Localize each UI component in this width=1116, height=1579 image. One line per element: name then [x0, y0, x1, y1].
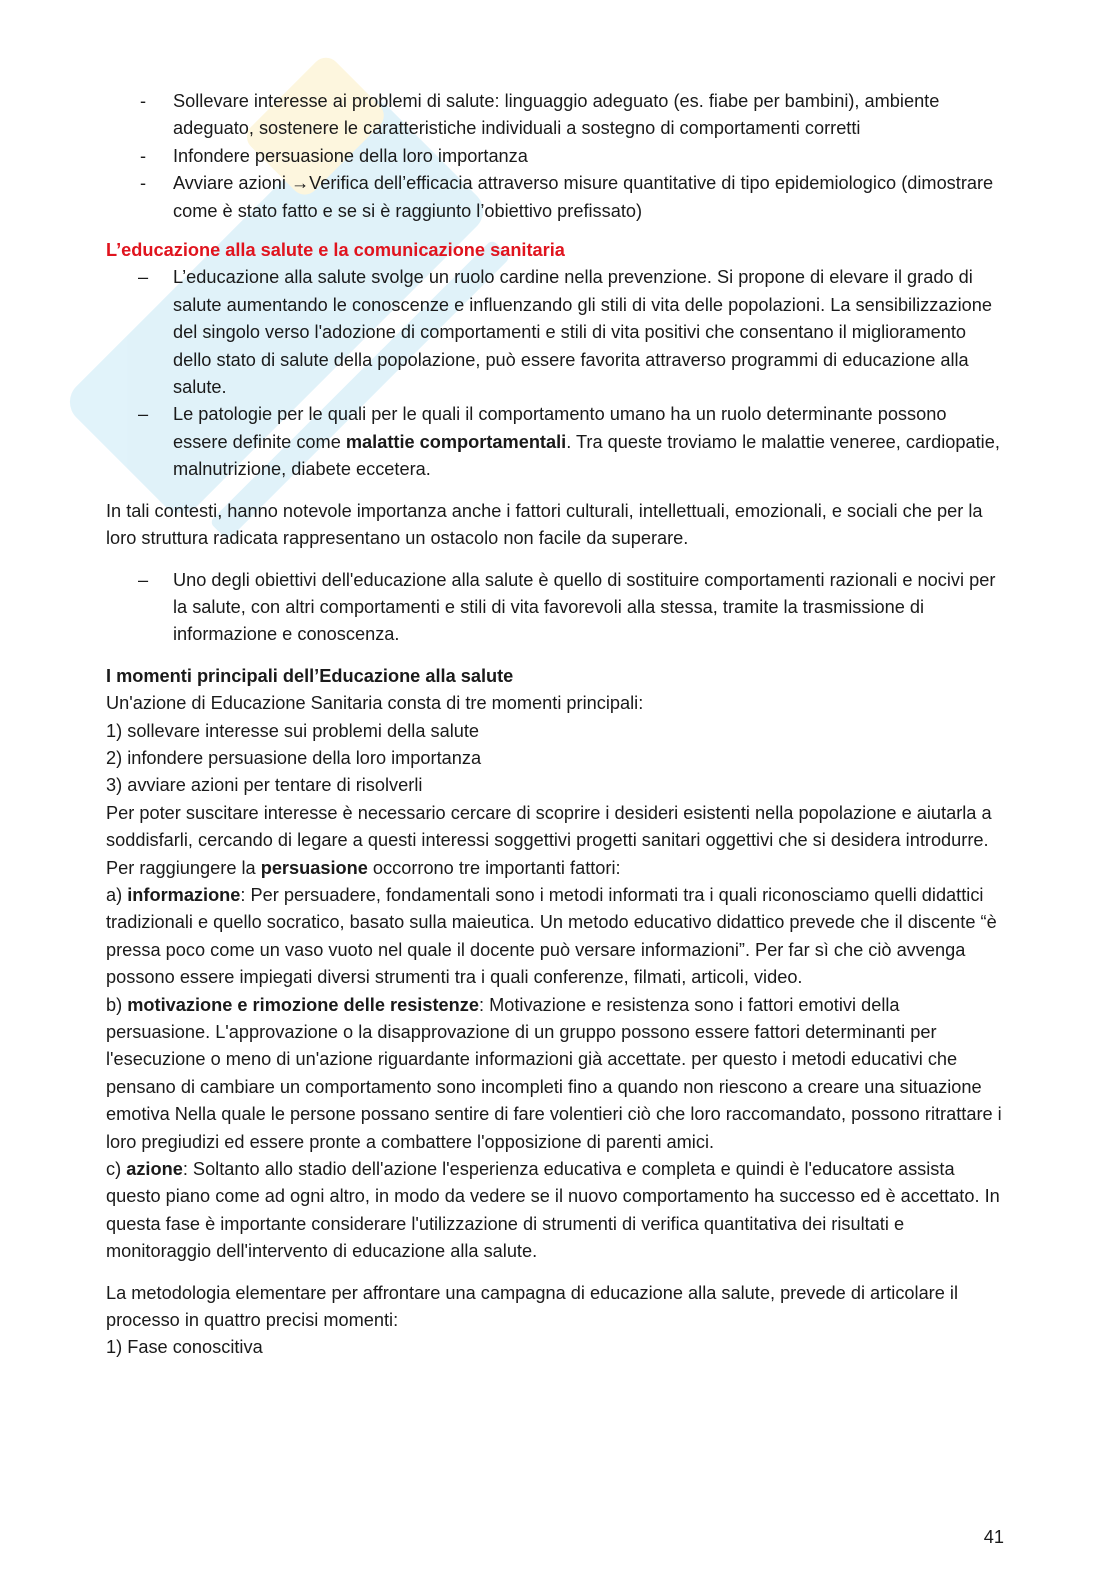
list-item — [106, 170, 1006, 225]
factor-label: c) — [106, 1159, 127, 1180]
bold-term-persuasione: persuasione — [260, 857, 368, 878]
bullet-endash: – — [138, 569, 149, 590]
list-item — [106, 88, 1006, 143]
list-item-text: Infondere persuasione della loro importanza — [173, 145, 528, 166]
paragraph-methodology: La metodologia elementare per affrontare una campagna di educazione alla salute, prevede di articolare il processo in quattro precisi momenti: — [106, 1282, 958, 1331]
list-item — [106, 143, 1006, 170]
section-heading-communication: L’educazione alla salute e la comunicazione sanitaria — [106, 240, 565, 261]
bullet-hyphen: - — [140, 145, 147, 166]
list-item — [106, 401, 1006, 483]
list-item-text-after: . Tra queste troviamo le malattie veneree, cardiopatie, malnutrizione, diabete eccetera. — [173, 431, 1000, 480]
paragraph-context: In tali contesti, hanno notevole importanza anche i fattori culturali, intellettuali, emozionali, e sociali che per la loro struttura radicata rappresentano un ostacolo non facile da superare. — [106, 500, 983, 549]
paragraph-factor-a — [106, 882, 1006, 992]
intro-list — [106, 88, 1006, 225]
paragraph-persuasion — [106, 855, 1006, 882]
list-item — [106, 264, 1006, 401]
factor-label: b) — [106, 994, 128, 1015]
text-span: occorrono tre importanti fattori: — [367, 857, 621, 878]
step-line: 2) infondere persuasione della loro importanza — [106, 747, 482, 768]
factor-text: : Soltanto allo stadio dell'azione l'esperienza educativa e completa e quindi è l'educatore assista questo piano come ad ogni altro, in modo da vedere se il nuovo comportamento ha successo ed è accettato. In questa fase è importante considerare l'utilizzazione di strumenti di verifica quantitativa dei risultati e monitoraggio dell'intervento di educazione alla salute. — [106, 1159, 1000, 1262]
paragraph-interest: Per poter suscitare interesse è necessario cercare di scoprire i desideri esistenti nella popolazione e aiutarla a soddisfarli, cercando di legare a questi interessi soggettivi progetti sanitari oggettivi che si desidera introdurre. — [106, 802, 992, 851]
section1-list — [106, 264, 1006, 483]
list-item-text-before: Le patologie per le quali per le quali il comportamento umano ha un ruolo determinante possono essere definite come — [173, 404, 947, 452]
page-number: 41 — [983, 1527, 1004, 1547]
list-item-text: Sollevare interesse ai problemi di salute: linguaggio adeguato (es. fiabe per bambini), ambiente adeguato, sostenere le caratteristiche individuali a sostegno di comportamenti corretti — [173, 91, 940, 139]
list-item-text: Avviare azioni →Verifica dell’efficacia attraverso misure quantitative di tipo epidemiologico (dimostrare come è stato fatto e se si è raggiunto l’obiettivo prefissato) — [173, 173, 994, 221]
paragraph-factor-c — [106, 1156, 1006, 1266]
bullet-hyphen: - — [140, 173, 147, 194]
bullet-endash: – — [138, 404, 149, 425]
step-line: 3) avviare azioni per tentare di risolverli — [106, 775, 423, 796]
list-item — [106, 567, 1006, 649]
list-item-text: L’educazione alla salute svolge un ruolo cardine nella prevenzione. Si propone di elevare il grado di salute aumentando le conoscenze e influenzando gli stili di vita delle popolazioni. La sensibilizzazione del singolo verso l'adozione di comportamenti e stili di vita positivi che consentano il miglioramento dello stato di salute della popolazione, può essere favorita attraverso programmi di educazione alla salute. — [173, 267, 992, 398]
paragraph-factor-b — [106, 992, 1006, 1156]
paragraph-intro: Un'azione di Educazione Sanitaria consta di tre momenti principali: — [106, 693, 644, 714]
section-heading-momenti: I momenti principali dell’Educazione alla salute — [106, 665, 514, 686]
section1-list-2 — [106, 567, 1006, 649]
factor-text: : Motivazione e resistenza sono i fattori emotivi della persuasione. L'approvazione o la disapprovazione di un gruppo possono essere fattori determinanti per l'esecuzione o meno di un'azione riguardante informazioni già accettate. per questo i metodi educativi che pensano di cambiare un comportamento sono incompleti fino a quando non riescono a creare una situazione emotiva Nella quale le persone possano sentire di fare volentieri ciò che loro raccomandato, possono ritrattare i loro pregiudizi ed essere pronte a combattere l'opposizione di parenti amici. — [106, 994, 1002, 1152]
bold-term-malattie: malattie comportamentali — [345, 431, 567, 452]
bullet-endash: – — [138, 267, 149, 288]
factor-label: a) — [106, 884, 128, 905]
bold-term-motivazione: motivazione e rimozione delle resistenze — [127, 994, 479, 1015]
bullet-hyphen: - — [140, 91, 147, 111]
step-line: 1) Fase conoscitiva — [106, 1337, 263, 1358]
list-item-text: Uno degli obiettivi dell'educazione alla salute è quello di sostituire comportamenti razionali e nocivi per la salute, con altri comportamenti e stili di vita favorevoli alla stessa, tramite la trasmissione di informazione e conoscenza. — [173, 569, 996, 645]
factor-text: : Per persuadere, fondamentali sono i metodi informati tra i quali riconosciamo quelli didattici tradizionali e quello socratico, basato sulla maieutica. Un metodo educativo didattico prevede che il discente “è pressa poco come un vaso vuoto nel quale il docente può versare informazioni”. Per far sì che ciò avvenga possono essere impiegati diversi strumenti tra i quali conferenze, filmati, articoli, video. — [106, 884, 997, 988]
bold-term-informazione: informazione — [127, 884, 241, 905]
bold-term-azione: azione — [126, 1159, 183, 1180]
step-line: 1) sollevare interesse sui problemi della salute — [106, 720, 480, 741]
text-span: Per raggiungere la — [106, 857, 261, 878]
document-page — [106, 88, 1006, 1362]
